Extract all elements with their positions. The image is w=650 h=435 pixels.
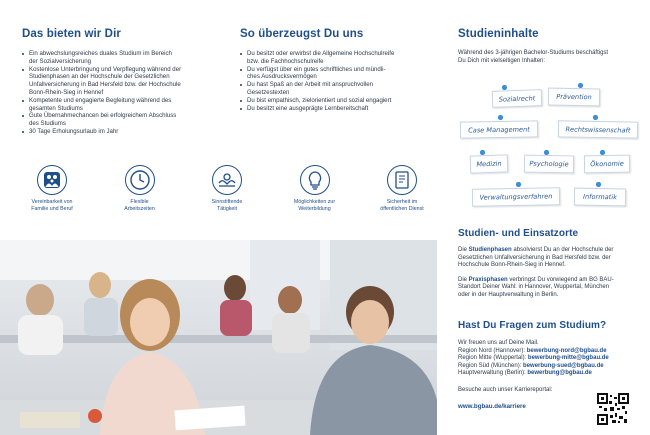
study-content-intro: Du Dich mit vielseitigen Inhalten: bbox=[458, 57, 546, 64]
pin-icon bbox=[516, 182, 521, 187]
benefit-flex bbox=[110, 165, 170, 212]
subject-tag: Medizin bbox=[470, 154, 509, 173]
contact-region: Region Mitte (Wuppertal): bbox=[458, 355, 528, 362]
list-item: Du verfügst über ein gutes schriftliches und mündli- bbox=[240, 66, 435, 74]
subject-tag: Prävention bbox=[548, 88, 600, 107]
study-content-title: Studieninhalte bbox=[458, 28, 539, 40]
family-icon bbox=[37, 165, 67, 195]
email-link-mitte[interactable]: bewerbung-mitte@bgbau.de bbox=[527, 355, 609, 362]
benefit-label: Arbeitszeiten bbox=[124, 205, 155, 212]
list-item: Du bist empathisch, zielorientiert und sozial engagiert bbox=[240, 97, 435, 105]
text-bold: Praxisphasen bbox=[468, 276, 508, 283]
benefit-label: Weiterbildung bbox=[298, 205, 331, 212]
list-item-cont: gesamten Studiums bbox=[29, 104, 83, 112]
study-phases-text bbox=[458, 247, 638, 255]
subject-tag: Case Management bbox=[460, 120, 538, 138]
list-item: 30 Tage Erholungsurlaub im Jahr bbox=[22, 128, 222, 136]
list-item-cont: bzw. die Fachhochschulreife bbox=[247, 57, 324, 65]
benefit-label: Tätigkeit bbox=[216, 205, 238, 212]
subject-tag: Ökonomie bbox=[584, 155, 630, 174]
contact-line bbox=[458, 355, 638, 363]
contact-region: Region Süd (München): bbox=[458, 362, 524, 369]
email-link-berlin[interactable]: bewerbung@bgbau.de bbox=[527, 370, 592, 377]
list-item: Ein abwechslungsreiches duales Studium im Bereich bbox=[22, 50, 222, 58]
text-span: Die bbox=[458, 247, 469, 253]
questions-intro: Wir freuen uns auf Deine Mail. bbox=[458, 340, 539, 346]
portal-link[interactable]: www.bgbau.de/karriere bbox=[458, 402, 526, 410]
list-item-cont: des Studiums bbox=[29, 120, 66, 128]
requirements-list bbox=[240, 50, 435, 112]
subject-tag: Informatik bbox=[574, 188, 626, 207]
list-item: Du besitzt oder erwirbst die Allgemeine Hochschulreife bbox=[240, 50, 435, 58]
pin-icon bbox=[596, 182, 601, 187]
contact-region: Hauptverwaltung (Berlin): bbox=[458, 370, 528, 377]
contact-line bbox=[458, 370, 638, 378]
study-phases-text: Gesetzlichen Unfallversicherung in Bad Hersfeld bzw. der bbox=[458, 254, 611, 261]
study-content-section bbox=[458, 28, 638, 65]
benefit-meaning bbox=[197, 165, 257, 212]
email-link-nord[interactable]: bewerbung-nord@bgbau.de bbox=[526, 347, 607, 354]
contact-line bbox=[458, 348, 638, 356]
document-icon bbox=[387, 165, 417, 195]
benefit-label: Flexible bbox=[130, 199, 149, 205]
pin-icon bbox=[480, 150, 485, 155]
text-span: absolvierst Du an der Hochschule der bbox=[511, 247, 614, 253]
pin-icon bbox=[502, 85, 507, 90]
subject-tag: Sozialrecht bbox=[492, 89, 543, 108]
list-item: Du hast Spaß an der Arbeit mit anspruchvollen bbox=[240, 81, 435, 89]
list-item-cont: der Sozialversicherung bbox=[29, 57, 91, 65]
pin-icon bbox=[593, 115, 598, 120]
benefit-label: Familie und Beruf bbox=[31, 205, 73, 212]
lightbulb-icon bbox=[300, 165, 330, 195]
requirements-title: So überzeugst Du uns bbox=[240, 28, 364, 40]
email-link-sued[interactable]: bewerbung-sued@bgbau.de bbox=[523, 362, 604, 369]
subject-tag: Rechtswissenschaft bbox=[558, 120, 638, 138]
subjects-board bbox=[458, 80, 638, 210]
locations-section bbox=[458, 228, 638, 300]
benefit-label: Sinnstiftende bbox=[211, 199, 243, 205]
subject-tag: Psychologie bbox=[524, 155, 574, 174]
benefits-list bbox=[22, 50, 222, 136]
practice-phases-text: oder in der Hauptverwaltung in Berlin. bbox=[458, 291, 559, 298]
contact-region: Region Nord (Hannover): bbox=[458, 347, 527, 354]
benefits-section bbox=[22, 28, 222, 136]
benefit-icons-row bbox=[22, 165, 432, 212]
list-item-cont: Gesetzestexten bbox=[247, 88, 290, 96]
list-item: Kompetente und engagierte Begleitung während des bbox=[22, 97, 222, 105]
students-photo bbox=[0, 240, 437, 435]
list-item-cont: Studienphasen an der Hochschule der Gesetzlichen bbox=[29, 73, 170, 81]
pin-icon bbox=[544, 150, 549, 155]
list-item-cont: ches Ausdrucksvermögen bbox=[247, 73, 317, 81]
list-item: Du besitzt eine ausgeprägte Lernbereitschaft bbox=[240, 105, 435, 113]
pin-icon bbox=[600, 150, 605, 155]
subject-tag: Verwaltungsverfahren bbox=[472, 187, 560, 207]
benefit-label: öffentlichen Dienst bbox=[380, 205, 424, 212]
text-span: Die bbox=[458, 276, 469, 283]
benefit-security bbox=[372, 165, 432, 212]
study-content-intro: Während des 3-jährigen Bachelor-Studiums beschäftigst bbox=[458, 50, 609, 56]
helping-hands-icon bbox=[212, 165, 242, 195]
qr-code[interactable] bbox=[597, 393, 629, 425]
contact-line bbox=[458, 363, 638, 371]
text-bold: Studienphasen bbox=[468, 247, 512, 253]
list-item-cont: Unfallversicherung in Bad Hersfeld bzw. der Hochschule bbox=[29, 81, 181, 89]
study-phases-text: Hochschule Bonn-Rhein-Sieg in Hennef. bbox=[458, 262, 566, 269]
benefit-family bbox=[22, 165, 82, 212]
text-span: verbringst Du vorwiegend am BG BAU- bbox=[507, 276, 614, 283]
pin-icon bbox=[578, 83, 583, 88]
locations-title: Studien- und Einsatzorte bbox=[458, 228, 579, 239]
requirements-section bbox=[240, 28, 435, 112]
practice-phases-text: Standort Deiner Wahl: in Hannover, Wuppertal, München bbox=[458, 284, 610, 291]
list-item: Gute Übernahmechancen bei erfolgreichem Abschluss bbox=[22, 112, 222, 120]
benefit-training bbox=[285, 165, 345, 212]
benefit-label: Vereinbarkeit von bbox=[31, 199, 73, 205]
benefit-label: Möglichkeiten zur bbox=[293, 199, 336, 205]
benefit-label: Sicherheit im bbox=[386, 199, 418, 205]
clock-icon bbox=[125, 165, 155, 195]
questions-title: Hast Du Fragen zum Studium? bbox=[458, 320, 607, 331]
list-item-cont: Bonn-Rhein-Sieg in Hennef bbox=[29, 88, 104, 96]
portal-label: Besuche auch unser Karriereportal: bbox=[458, 386, 553, 393]
practice-phases-text bbox=[458, 277, 638, 285]
pin-icon bbox=[498, 115, 503, 120]
benefits-title: Das bieten wir Dir bbox=[22, 28, 121, 40]
list-item: Kostenlose Unterbringung und Verpflegung während der bbox=[22, 66, 222, 74]
